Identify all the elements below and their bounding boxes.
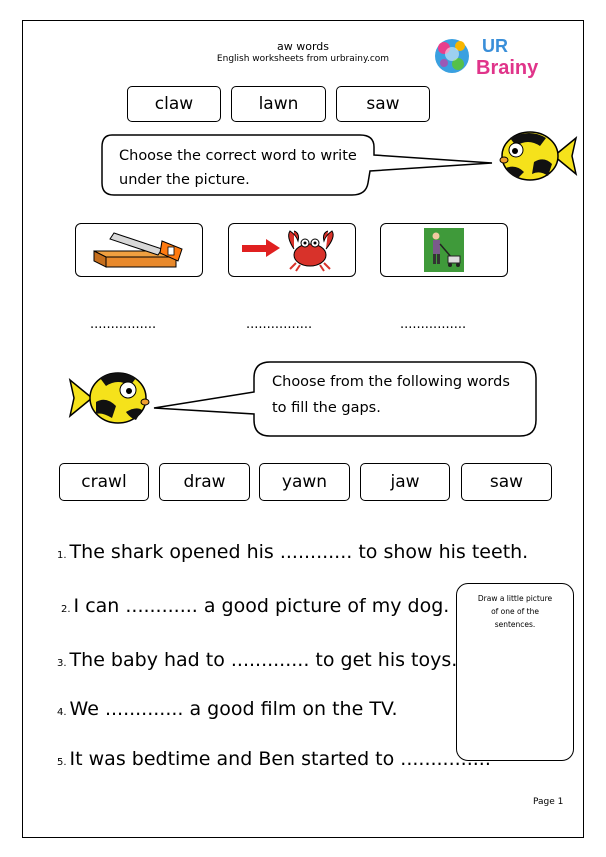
sentence-1 [57, 541, 528, 563]
worksheet-title: aw words [276, 40, 329, 53]
sentence-text: The shark opened his ............ to show his teeth. [69, 541, 529, 563]
answer-blank[interactable]: ................ [90, 317, 157, 332]
sentence-4 [57, 698, 398, 720]
picture-box-lawn [380, 223, 508, 277]
fish-icon [66, 364, 152, 430]
sentence-5 [57, 748, 491, 770]
logo-text-ur: UR [482, 36, 508, 56]
sentence-text: It was bedtime and Ben started to ............... [69, 748, 491, 770]
word-bank-1-word: lawn [231, 86, 326, 122]
word-bank-2-word: draw [159, 463, 250, 501]
sentence-number: 1. [57, 550, 67, 561]
word-bank-1-word: saw [336, 86, 430, 122]
sentence-text: The baby had to ............. to get his toys. [69, 649, 458, 671]
sentence-3 [57, 649, 457, 671]
worksheet-subtitle: English worksheets from urbrainy.com [216, 54, 390, 64]
draw-box-instructions: Draw a little picture of one of the sentences. [477, 594, 553, 629]
picture-box-claw [228, 223, 356, 277]
sentence-number: 3. [57, 658, 67, 669]
word-bank-2-word: crawl [59, 463, 149, 501]
word-bank-1-word: claw [127, 86, 221, 122]
sentence-number: 2. [61, 604, 71, 615]
word-bank-2-word: saw [461, 463, 552, 501]
sentence-text: We ............. a good film on the TV. [69, 698, 398, 720]
sentence-number: 4. [57, 707, 67, 718]
instruction-2-line-2: to fill the gaps. [272, 400, 381, 416]
logo-text-brainy: Brainy [476, 57, 539, 79]
sentence-2 [61, 595, 449, 617]
page-number: Page 1 [533, 797, 564, 807]
fish-icon [496, 124, 578, 188]
instruction-1-line-1: Choose the correct word to write [119, 148, 357, 164]
sentence-number: 5. [57, 757, 67, 768]
instruction-1-line-2: under the picture. [119, 172, 250, 188]
sentence-text: I can ............ a good picture of my dog. [73, 595, 450, 617]
answer-blank[interactable]: ................ [400, 317, 467, 332]
saw-cutting-wood-icon [84, 227, 194, 273]
urbrainy-logo [430, 26, 550, 82]
lawnmower-icon [424, 228, 464, 272]
instruction-2-line-1: Choose from the following words [272, 374, 510, 390]
picture-box-saw [75, 223, 203, 277]
word-bank-2-word: jaw [360, 463, 450, 501]
word-bank-2-word: yawn [259, 463, 350, 501]
answer-blank[interactable]: ................ [246, 317, 313, 332]
draw-picture-box[interactable] [456, 583, 574, 761]
crab-claw-icon [236, 227, 348, 273]
